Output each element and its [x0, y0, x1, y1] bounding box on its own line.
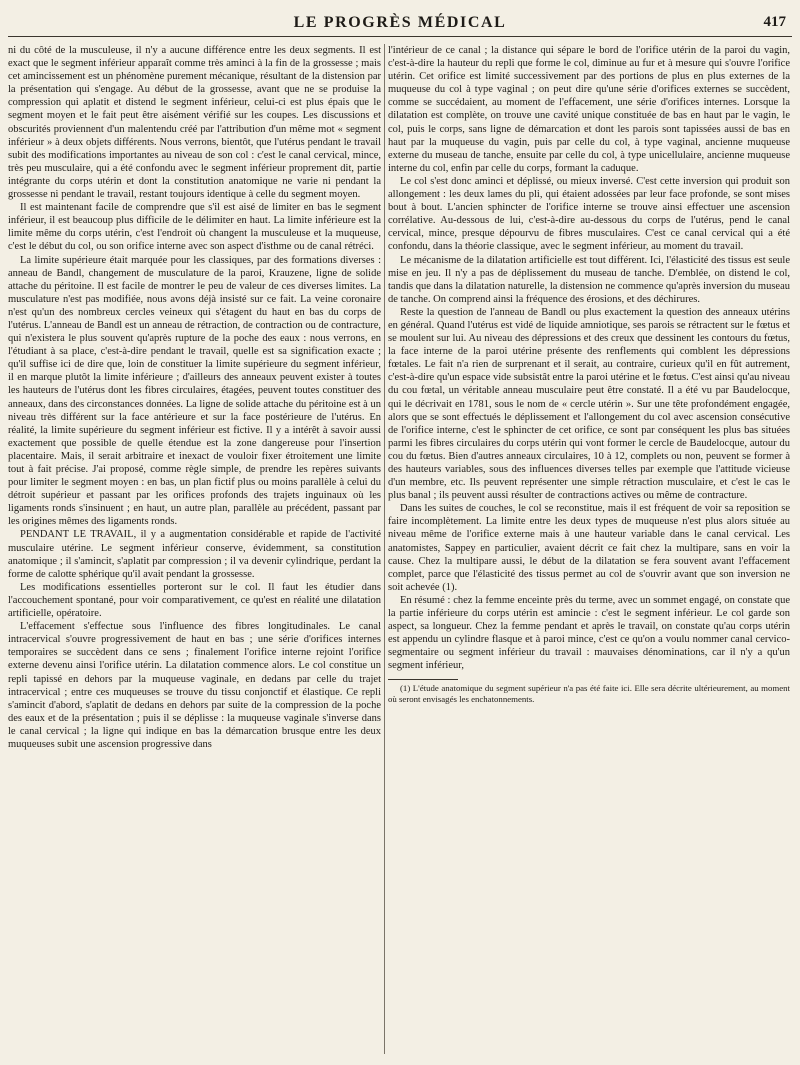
left-column [8, 44, 381, 1054]
paragraph: Dans les suites de couches, le col se reconstitue, mais il est fréquent de voir sa reposition se faire incomplètement. La limite entre les deux types de muqueuse n'est plus alors située au niveau même de l'orifice externe mais à une hauteur variable dans le canal cervical. Les anatomistes, Sappey en particulier, avaient décrit ce fait chez la multipare, sans en voir la cause. Chez la multipare aussi, le début de la dilatation se fera souvent avant l'effacement complet, parce que l'élasticité des tissus permet au col de s'ouvrir avant que son inversion ne soit achevée (1). [388, 503, 790, 593]
column-divider [384, 44, 385, 1054]
paragraph: Le mécanisme de la dilatation artificielle est tout différent. Ici, l'élasticité des tissus est seule mise en jeu. Il n'y a pas de déplissement du museau de tanche. D'emblée, on distend le col, tandis que dans la dilatation naturelle, la distension ne commence qu'après inversion du museau de tanche. On comprend ainsi la fréquence des érosions, et des déchirures. [388, 254, 790, 305]
paragraph: La limite supérieure était marquée pour les classiques, par des formations diverses : anneau de Bandl, changement de musculature de la paroi, Krauzene, ligne de solide attache du péritoine. Il est facile de montrer le peu de valeur de ces diverses limites. La musculature n'est pas modifiée, nous avons déjà insisté sur ce fait. La veine coronaire n'est qu'un des nombreux cercles veineux qui s'étagent du haut en bas du corps de l'utérus. L'anneau de Bandl est un anneau de rétraction, de contraction ou de contracture, qui n'existera le plus souvent qu'après rupture de la poche des eaux : nous verrons, en l'étudiant à sa place, c'est-à-dire pendant le travail, quelle est sa signification exacte ; qu'il suffise ici de dire que, loin de constituer la limite supérieure du segment inférieur, il en marque plutôt la limite inférieure ; d'ailleurs des anneaux peuvent exister à toutes les hauteurs de l'utérus dont les fibres circulaires, étagées, peuvent toutes constituer des anneaux, dans des circonstances données. La ligne de solide attache du péritoine est à un niveau très différent sur la face antérieure et sur la face postérieure de l'utérus. En réalité, la limite supérieure du segment inférieur est fictive. Il y a intérêt à savoir aussi exactement que possible de quelle étendue est la zone dangereuse pour l'insertion placentaire. Mais, il serait arbitraire et inexact de vouloir fixer étroitement une limite tout à fait précise. J'ai proposé, comme règle simple, de prendre les repères suivants pour limiter le segment moyen : en bas, un plan fictif plus ou moins parallèle à celui du détroit supérieur et passant par les orifices profonds des trajets inguinaux où les ligaments ronds s'insinuent ; en haut, un autre plan, parallèle au précédent, passant par les origines mêmes des ligaments ronds. [8, 254, 381, 528]
paragraph: PENDANT LE TRAVAIL, il y a augmentation considérable et rapide de l'activité musculaire utérine. Le segment inférieur conserve, évidemment, sa constitution anatomique ; il s'amincit, s'aplatit par compression ; il va devenir cylindrique, perdant la forme de calotte sphérique qu'il avait pendant la grossesse. [8, 529, 381, 580]
footnote: (1) L'étude anatomique du segment supérieur n'a pas été faite ici. Elle sera décrite ultérieurement, au moment où seront envisagés les enchatonnements. [388, 682, 790, 704]
paragraph: En résumé : chez la femme enceinte près du terme, avec un sommet engagé, on constate que la partie inférieure du corps utérin est amincie : c'est le segment inférieur. Le col garde son aspect, sa longueur. Chez la femme pendant et après le travail, on constate qu'au corps utérin est appendu un cylindre flasque et à paroi mince, c'est ce qu'on a voulu nommer canal cervico-segmentaire ou segment inférieur du travail : mauvaises dénominations, car il n'y a qu'un segment inférieur, [388, 594, 790, 672]
paragraph: Le col s'est donc aminci et déplissé, ou mieux inversé. C'est cette inversion qui produit son allongement : les deux lames du pli, qui étaient adossées par leur face profonde, se sont mises bout à bout. L'ancien sphincter de l'orifice interne se trouve ainsi effectuer une ascension corrélative. Au-dessous de lui, c'est-à-dire au-dessous du corps de l'utérus, pend le canal cervical, mince, presque dépourvu de fibres musculaires. C'est ce canal cervical qui a été confondu, dans la théorie classique, avec le segment inférieur, au moment du travail. [388, 175, 790, 253]
right-column [388, 44, 790, 1054]
paragraph: Il est maintenant facile de comprendre que s'il est aisé de limiter en bas le segment inférieur, il est beaucoup plus difficile de le délimiter en haut. La limite inférieure est la limite même du corps utérin, c'est l'endroit où changent la musculeuse et la muqueuse, c'est le début du col, ou son orifice interne avec son aspect d'isthme ou de canal rétréci. [8, 202, 381, 253]
paragraph: l'intérieur de ce canal ; la distance qui sépare le bord de l'orifice utérin de la paroi du vagin, c'est-à-dire la hauteur du repli que forme le col, diminue au fur et à mesure qui s'ouvre l'orifice utérin. Cet orifice est limité successivement par des portions de plus en plus externes de la muqueuse du col à type vaginal ; on peut dire qu'une série d'orifices externes se succèdent, comme se succédaient, au moment de l'effacement, une série d'orifices internes. Lorsque la dilatation est complète, on trouve une cavité unique constituée de bas en haut par le vagin, le col, puis le corps, sans ligne de démarcation et dont les parois sont tapissées aussi de bas en haut par la muqueuse du vagin, puis par celle du col, à type vaginal, ancienne muqueuse externe du museau de tanche, ensuite par celle du col, à type unicellulaire, ancienne muqueuse interne du col, enfin par celle du corps, formant la caduque. [388, 45, 790, 174]
running-header [8, 8, 792, 37]
page-number: 417 [763, 14, 786, 30]
journal-title: LE PROGRÈS MÉDICAL [293, 14, 507, 31]
footnote-rule [388, 679, 458, 680]
paragraph: ni du côté de la musculeuse, il n'y a aucune différence entre les deux segments. Il est exact que le segment inférieur apparaît comme très aminci à la fin de la grossesse ; mais cet amincissement est un phénomène purement mécanique, résultant de la distension par la présentation qui s'engage. Au début de la grossesse, avant que ne se produise la compression qui aplatit et distend le segment inférieur, celui-ci est plus épais que le segment moyen et le fait peut être aisément vérifié sur les coupes. Les discussions et obscurités proviennent d'un malentendu créé par l'attribution d'un même mot « segment inférieur » à deux objets différents. Nous verrons, bientôt, que l'utérus pendant le travail subit des modifications importantes au niveau de son col : c'est le canal cervical, mince, très peu musculaire, qui a été confondu avec le segment inférieur proprement dit, partie intégrante du corps utérin et dont la constitution anatomique ne varie ni pendant la grossesse ni pendant le travail, restant toujours identique à celle du segment moyen. [8, 45, 381, 201]
paragraph: Les modifications essentielles porteront sur le col. Il faut les étudier dans l'accouchement spontané, pour voir comparativement, ce qu'est en réalité une dilatation artificielle, opératoire. [8, 581, 381, 620]
paragraph: L'effacement s'effectue sous l'influence des fibres longitudinales. Le canal intracervical s'ouvre progressivement de haut en bas ; une série d'orifices internes temporaires se succèdent dans ce sens ; finalement l'orifice interne rejoint l'orifice externe devenu ainsi l'orifice utérin. La dilatation commence alors. Le col constitue un repli tapissé en dehors par la muqueuse vaginale, en dedans par celle du trajet intracervical ; entre ces muqueuses se trouve du tissu conjonctif et élastique. Ce repli s'amincit d'abord, s'aplatit de dedans en dehors par suite de la compression de la poche des eaux et de la présentation ; puis il se déplisse : la muqueuse vaginale s'inverse dans le canal cervical ; la ligne qui indique en bas la démarcation brusque entre les deux muqueuses subit une ascension progressive dans [8, 621, 381, 750]
paragraph: Reste la question de l'anneau de Bandl ou plus exactement la question des anneaux utérins en général. Quand l'utérus est vidé de liquide amniotique, ses parois se rétractent sur le fœtus et se moulent sur lui. Au niveau des dépressions et des creux que dessinent les contours du fœtus, la face interne de la paroi utérine présente des renflements qui comblent les dépressions fœtales. Le fait n'a rien de surprenant et il serait, au contraire, curieux qu'il en fût autrement, c'est-à-dire qu'un espace vide subsistât entre la paroi utérine et le fœtus. C'est ainsi qu'au niveau du cou fœtal, un véritable anneau musculaire peut être constaté. Il a été vu par Baudelocque, qui le décrivait en 1781, sous le nom de « cercle utérin ». Sur une tête profondément engagée, alors que se sont effectués le déplissement et l'allongement du col avec ascension consécutive de l'orifice interne, c'est le sphincter de cet orifice, ce sont par conséquent les plus bas situées parmi les fibres circulaires du corps utérin qui vont former le cercle de Baudelocque, autour du cou du fœtus. Bien d'autres anneaux circulaires, 10 à 12, complets ou non, peuvent se former à des hauteurs variables, sous des influences diverses telles par exemple que l'attitude vicieuse d'un membre, etc. Ils peuvent représenter une simple rétraction musculaire, et c'est le cas le plus banal ; ils peuvent aussi résulter de contractions actives ou même de contracture. [388, 306, 790, 502]
